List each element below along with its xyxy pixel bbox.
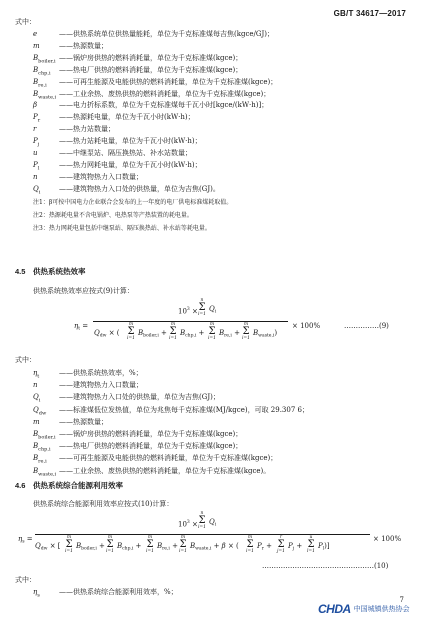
definition-text: ——中继泵站、隔压换热站、补水站数量； xyxy=(59,149,192,157)
definition-text: ——电力折标系数，单位为千克标准煤每千瓦小时[kgce/(kW·h)]； xyxy=(59,101,269,110)
definition-symbol: $Q_{dw}$ xyxy=(33,405,47,416)
chda-logo xyxy=(318,602,410,616)
definition-text: ——热力网耗电量，单位为千瓦小时(kW·h)； xyxy=(59,160,202,169)
definition-text: ——热电厂供热的燃料消耗量，单位为千克标准煤(kgce)； xyxy=(59,65,243,74)
definition-symbol: u xyxy=(33,149,38,157)
definition-symbol: $B_{re,i}$ xyxy=(33,454,47,465)
where-label: 式中： xyxy=(15,18,36,26)
definition-symbol: $\eta_s$ xyxy=(33,588,40,599)
definition-text: ——热力站耗电量，单位为千瓦小时(kW·h)； xyxy=(59,137,202,146)
definition-symbol: $\eta_t$ xyxy=(33,369,40,380)
note-line: 注3：热力网耗电量包括中继泵站、隔压换热站、补水站等耗电量。 xyxy=(33,225,211,232)
definition-symbol: $P_l$ xyxy=(33,160,40,172)
equation-number-9: ……………(9) xyxy=(344,322,389,330)
definition-text: ——可再生能源及电能供热的燃料消耗量，单位为千克标准煤(kgce)； xyxy=(59,454,278,463)
definition-text: ——工业余热、废热供热的燃料消耗量，单位为千克标准煤(kgce)。 xyxy=(59,466,271,475)
definition-text: ——锅炉房供热的燃料消耗量，单位为千克标准煤(kgce)； xyxy=(59,53,243,62)
definition-symbol: $P_j$ xyxy=(33,137,40,148)
definition-text: ——热源数量； xyxy=(59,41,108,50)
definition-symbol: m xyxy=(33,41,40,50)
definition-text: ——建筑物热力入口数量； xyxy=(59,381,143,390)
page-number: 7 xyxy=(399,596,404,604)
page-content: 式中： e ——供热系统单位供热量能耗，单位为千克标准煤每吉焦(kgce/GJ)； m ——热源数量； $B_{boiler,i}$ ——锅炉房供热的燃料消耗量，单位为千克标准煤(kgce)； $B_{chp,i}$ ——热电厂供热的燃料消耗量，单位为千克标准煤(kgce)； $B_{re,i}$ ——可再生能源及电能供热的燃料消耗量，单位为千克标准煤(kgce)； $B_{waste,i}$ ——工业余热、废热供热的燃料消耗量，单位为千克标准煤(kgce)； β ——电力折标系数，单位为千克标准煤每千瓦小时[kgce/(kW·h)]； $P_r$ ——热源耗电量，单位为千瓦小时(kW·h)； r ——热力站数量； $P_j$ ——热力站耗电量，单位为千瓦小时(kW·h)； u ——中继泵站、隔压换热站、补水站数量； $P_l$ ——热力网耗电量，单位为千瓦小时(kW·h)； n ——建筑物热力入口数量； $Q_i$ ——建筑物热力入口处的供热量，单位为吉焦(GJ)。 注1：β可按中国电力企业联合会发布的上一年度的电厂供电标准煤耗取值。 注2：热源耗电量不含电锅炉、电热泵等产热装置的耗电量。 注3：热力网耗电量包括中继泵站、隔压换热站、补水站等耗电量。 4.5 供热系统热效率 供热系统热效率应按式(9)计算： $\eta_t$ = $10^3$ × n Σ i=1 $Q_i$ $Q_{dw}$ × ( m Σ i=1 $B_{boiler,i}$ + m Σ i=1 $B_{chp,i}$ + m Σ i=1 $B_{re,i}$ + m Σ i=1 $B_{waste,i}$) × 100% ……………(9) 式中： $\eta_t$ ——供热系统热效率，%； n ——建筑物热力入口数量； $Q_i$ ——建筑物热力入口处的供热量，单位为吉焦(GJ)； $Q_{dw}$ ——标准煤低位发热值，单位为兆焦每千克标准煤(MJ/kgce)，可取 29.307 6； m ——热源数量； $B_{boiler,i}$ ——锅炉房供热的燃料消耗量，单位为千克标准煤(kgce)； $B_{chp,i}$ ——热电厂供热的燃料消耗量，单位为千克标准煤(kgce)； $B_{re,i}$ ——可再生能源及电能供热的燃料消耗量，单位为千克标准煤(kgce)； $B_{waste,i}$ ——工业余热、废热供热的燃料消耗量，单位为千克标准煤(kgce)。 4.6 供热系统综合能源利用效率 供热系统综合能源利用效率应按式(10)计算： $\eta_s$ = $10^3$ × n Σ i=1 $Q_i$ $Q_{dw}$ × [ m Σ i=1 $B_{boiler,i}$ + m Σ i=1 $B_{chp,i}$ + m Σ i=1 $B_{re,i}$ + m Σ i=1 $B_{waste,i} + \beta$ × ( m Σ i=1 $P_r$ + r Σ j=1 $P_j$ + u Σ l=1 $P_l$)] × 100% …………………………………………(10) 式中： $\eta_s$ ——供热系统综合能源利用效率，%； 7 CHDA 中国城镇供热协会 xyxy=(15,18,410,616)
section-heading-4-6 xyxy=(15,481,123,491)
definition-symbol: $Q_i$ xyxy=(33,393,41,404)
note-line: 注1：β可按中国电力企业联合会发布的上一年度的电厂供电标准煤耗取值。 xyxy=(33,199,233,206)
definition-text: ——供热系统综合能源利用效率，%； xyxy=(59,588,178,596)
definition-symbol: $B_{chp,i}$ xyxy=(33,65,51,77)
definition-symbol: β xyxy=(33,101,38,110)
definition-symbol: $B_{chp,i}$ xyxy=(33,442,51,453)
definition-symbol: $Q_i$ xyxy=(33,184,41,196)
definition-symbol: $B_{re,i}$ xyxy=(33,77,47,88)
definition-text: ——建筑物热力入口处的供热量，单位为吉焦(GJ)； xyxy=(59,393,220,402)
definition-text: ——建筑物热力入口数量； xyxy=(59,172,143,181)
equation-number-10: …………………………………………(10) xyxy=(262,562,389,570)
where-label: 式中： xyxy=(15,576,36,584)
definition-text: ——热电厂供热的燃料消耗量，单位为千克标准煤(kgce)； xyxy=(59,442,243,451)
where-label: 式中： xyxy=(15,356,36,364)
definition-symbol: n xyxy=(33,381,38,390)
definition-text: ——供热系统热效率，%； xyxy=(59,369,143,377)
definition-symbol: e xyxy=(33,30,38,38)
section-number: 4.5 xyxy=(15,267,26,276)
note-line: 注2：热源耗电量不含电锅炉、电热泵等产热装置的耗电量。 xyxy=(33,212,193,219)
section-heading-4-5 xyxy=(15,267,86,277)
definition-text: ——可再生能源及电能供热的燃料消耗量，单位为千克标准煤(kgce)； xyxy=(59,77,278,86)
definition-text: ——标准煤低位发热值，单位为兆焦每千克标准煤(MJ/kgce)，可取 29.307 6； xyxy=(59,405,309,414)
definition-text: ——热源数量； xyxy=(59,417,108,426)
definition-text: ——工业余热、废热供热的燃料消耗量，单位为千克标准煤(kgce)； xyxy=(59,89,271,98)
definition-text: ——热力站数量； xyxy=(59,125,115,134)
section-title: 供热系统综合能源利用效率 xyxy=(33,481,123,490)
section-title: 供热系统热效率 xyxy=(33,267,86,276)
definition-symbol: $B_{boiler,i}$ xyxy=(33,430,56,441)
definition-symbol: $B_{waste,i}$ xyxy=(33,89,57,100)
logo-name: 中国城镇供热协会 xyxy=(353,606,410,613)
definition-symbol: $B_{waste,i}$ xyxy=(33,466,57,477)
definition-text: ——锅炉房供热的燃料消耗量，单位为千克标准煤(kgce)； xyxy=(59,430,243,438)
definition-symbol: m xyxy=(33,417,40,426)
definition-text: ——热源耗电量，单位为千瓦小时(kW·h)； xyxy=(59,113,195,122)
section-number: 4.6 xyxy=(15,481,26,490)
definition-symbol: $B_{boiler,i}$ xyxy=(33,53,56,65)
definition-text: ——供热系统单位供热量能耗，单位为千克标准煤每吉焦(kgce/GJ)； xyxy=(59,30,275,38)
standard-code: GB/T 34617—2017 xyxy=(333,9,406,18)
definition-symbol: $P_r$ xyxy=(33,113,41,124)
logo-mark: CHDA xyxy=(318,602,351,616)
formula-lead-9: 供热系统热效率应按式(9)计算： xyxy=(33,287,134,295)
definition-symbol: n xyxy=(33,172,38,181)
definition-text: ——建筑物热力入口处的供热量，单位为吉焦(GJ)。 xyxy=(59,184,220,193)
definition-symbol: r xyxy=(33,125,37,134)
formula-lead-10: 供热系统综合能源利用效率应按式(10)计算： xyxy=(33,500,174,508)
